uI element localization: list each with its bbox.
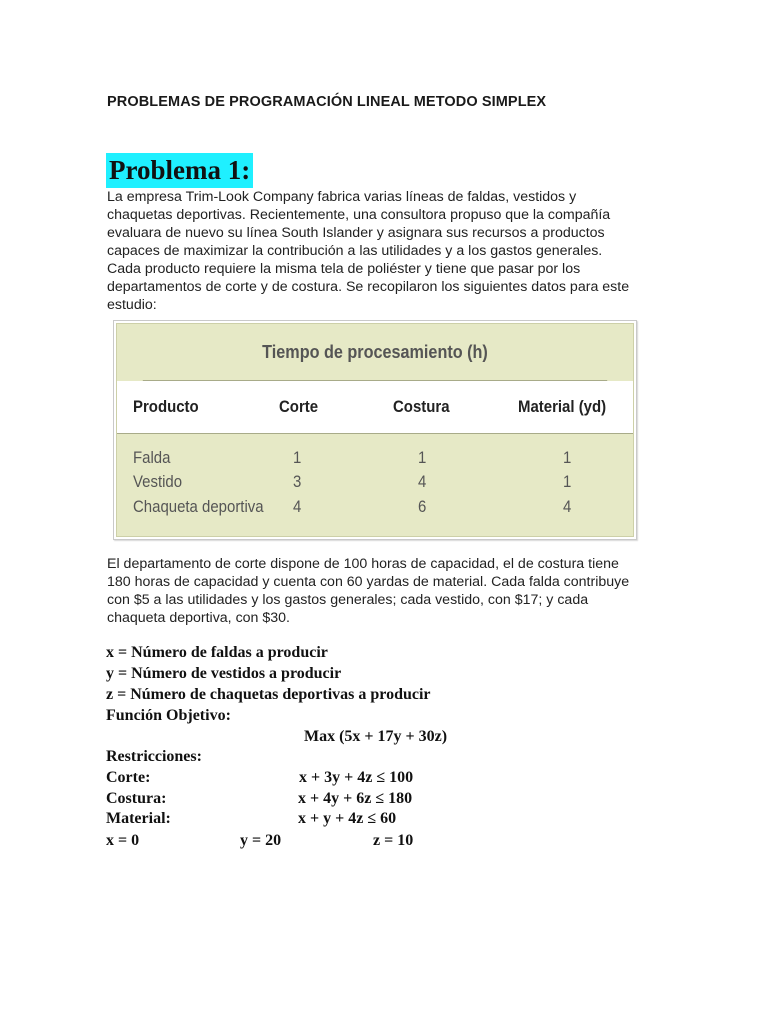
constraint-label-material: Material: [106, 810, 171, 827]
intro-line: La empresa Trim-Look Company fabrica varias líneas de faldas, vestidos y [107, 189, 577, 205]
body-line: con $5 a las utilidades y los gastos generales; cada vestido, con $17; y cada [107, 592, 589, 608]
processing-time-table [113, 320, 637, 540]
intro-line: chaquetas deportivas. Recientemente, una consultora propuso que la compañía [107, 207, 611, 223]
solution-y: y = 20 [240, 832, 282, 849]
cell-corte: 4 [293, 497, 302, 516]
body-line: 180 horas de capacidad y cuenta con 60 yardas de material. Cada falda contribuye [107, 574, 630, 590]
restrictions-label: Restricciones: [106, 748, 202, 765]
intro-line: Cada producto requiere la misma tela de poliéster y tiene que pasar por los [107, 261, 581, 277]
header-material: Material (yd) [518, 397, 607, 416]
cell-material: 1 [563, 448, 572, 467]
capacity-paragraph [107, 555, 667, 627]
body-line: El departamento de corte dispone de 100 horas de capacidad, el de costura tiene [107, 556, 619, 572]
document-heading: PROBLEMAS DE PROGRAMACIÓN LINEAL METODO SIMPLEX [107, 94, 547, 110]
solution-x: x = 0 [106, 832, 140, 849]
intro-line: evaluara de nuevo su línea South Islander y asignara sus recursos a productos [107, 225, 605, 241]
cell-material: 1 [563, 472, 572, 491]
objective-function: Max (5x + 17y + 30z) [304, 728, 448, 745]
solution-z: z = 10 [373, 832, 414, 849]
cell-corte: 1 [293, 448, 302, 467]
intro-line: departamentos de corte y de costura. Se recopilaron los siguientes datos para este [107, 279, 630, 295]
constraint-material: x + y + 4z ≤ 60 [298, 810, 397, 827]
intro-line: estudio: [107, 297, 157, 313]
table-title: Tiempo de procesamiento (h) [143, 324, 607, 381]
cell-product: Falda [133, 448, 171, 467]
header-producto: Producto [133, 397, 199, 416]
variable-z: z = Número de chaquetas deportivas a producir [106, 686, 431, 703]
cell-costura: 6 [418, 497, 427, 516]
constraint-costura: x + 4y + 6z ≤ 180 [298, 790, 413, 807]
constraint-label-costura: Costura: [106, 790, 167, 807]
variable-x: x = Número de faldas a producir [106, 644, 328, 661]
cell-corte: 3 [293, 472, 302, 491]
cell-costura: 1 [418, 448, 427, 467]
header-costura: Costura [393, 397, 450, 416]
problem-title: Problema 1: [106, 153, 253, 188]
constraint-label-corte: Corte: [106, 769, 151, 786]
cell-material: 4 [563, 497, 572, 516]
intro-paragraph [107, 188, 677, 314]
variable-y: y = Número de vestidos a producir [106, 665, 342, 682]
cell-product: Chaqueta deportiva [133, 497, 264, 516]
header-corte: Corte [279, 397, 319, 416]
cell-product: Vestido [133, 472, 183, 491]
constraint-corte: x + 3y + 4z ≤ 100 [299, 769, 414, 786]
table-header-row [117, 381, 633, 434]
objective-label: Función Objetivo: [106, 707, 231, 724]
cell-costura: 4 [418, 472, 427, 491]
body-line: chaqueta deportiva, con $30. [107, 610, 290, 626]
intro-line: capaces de maximizar la contribución a las utilidades y a los gastos generales. [107, 243, 603, 259]
table-box [116, 323, 634, 537]
